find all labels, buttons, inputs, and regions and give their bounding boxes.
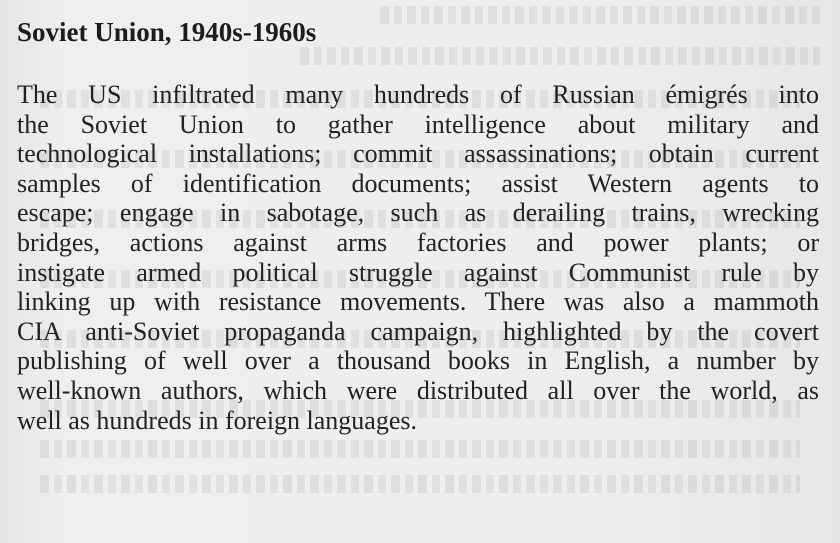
- paragraph-line: CIA anti-Soviet propaganda campaign, highlighted by the covert: [17, 316, 819, 346]
- paragraph-line: the Soviet Union to gather intelligence about military and: [17, 109, 819, 139]
- paragraph-line: linking up with resistance movements. There was also a mammoth: [17, 287, 819, 317]
- paragraph-line: samples of identification documents; assist Western agents to: [17, 168, 819, 198]
- section-heading: Soviet Union, 1940s-1960s: [17, 17, 317, 47]
- body-paragraph: [17, 80, 819, 435]
- paragraph-line: instigate armed political struggle against Communist rule by: [17, 257, 819, 287]
- paragraph-line: publishing of well over a thousand books in English, a number by: [17, 346, 819, 376]
- paragraph-line: escape; engage in sabotage, such as derailing trains, wrecking: [17, 198, 819, 228]
- paragraph-line: well as hundreds in foreign languages.: [17, 405, 418, 435]
- paragraph-line: technological installations; commit assassinations; obtain current: [17, 139, 819, 169]
- paragraph-line: well-known authors, which were distributed all over the world, as: [17, 375, 819, 405]
- paragraph-line: The US infiltrated many hundreds of Russian émigrés into: [17, 80, 819, 109]
- paragraph-line: bridges, actions against arms factories and power plants; or: [17, 227, 819, 257]
